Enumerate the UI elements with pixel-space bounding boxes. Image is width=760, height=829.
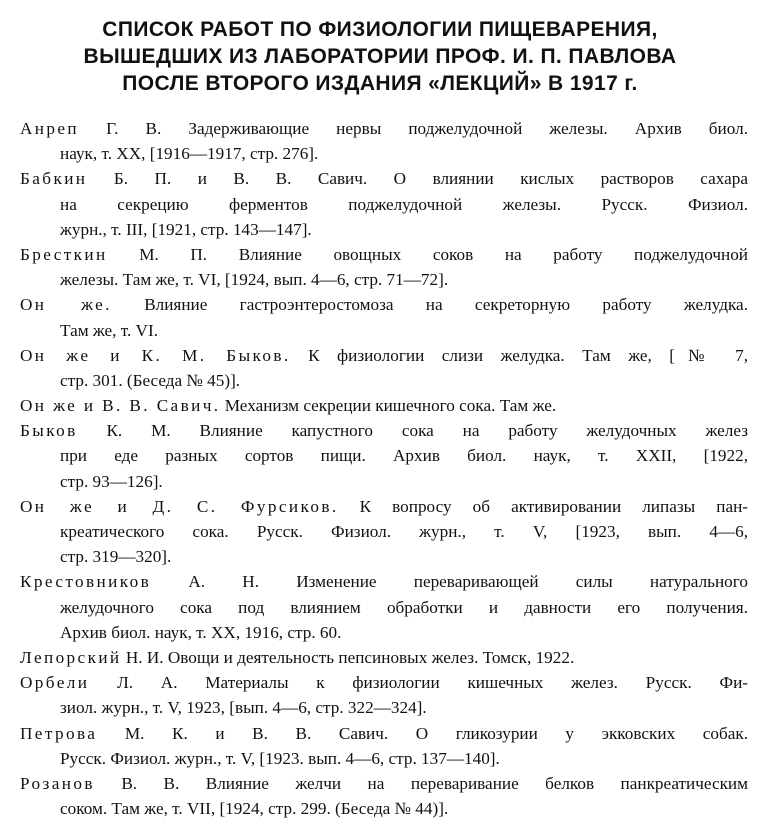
entry-text: К вопросу об активировании липазы пан- bbox=[338, 496, 748, 516]
title-line-3: ПОСЛЕ ВТОРОГО ИЗДАНИЯ «ЛЕКЦИЙ» В 1917 г. bbox=[122, 72, 638, 95]
entry-text: Влияние гастроэнтеростомоза на секреторную работу желудка. bbox=[111, 295, 748, 315]
entry-line: на секрецию ферментов поджелудочной железы. Русск. Физиол. bbox=[60, 194, 748, 214]
entry-line: Архив биол. наук, т. XX, 1916, стр. 60. bbox=[60, 622, 342, 642]
bibliography-entry bbox=[20, 343, 748, 393]
entry-line: креатического сока. Русск. Физиол. журн., т. V, [1923, вып. 4—6, bbox=[60, 522, 748, 541]
entry-author: Он же. bbox=[20, 295, 112, 315]
entry-text: Н. И. Овощи и деятельность пепсиновых желез. Томск, 1922. bbox=[121, 647, 575, 667]
entry-text: К. М. Влияние капустного сока на работу желудочных желез bbox=[77, 421, 748, 441]
entry-line bbox=[20, 569, 748, 594]
entry-line bbox=[20, 116, 748, 141]
bibliography-entry bbox=[20, 670, 748, 720]
entry-line bbox=[20, 292, 748, 317]
entry-author: Он же и Д. С. Фурсиков. bbox=[20, 496, 339, 516]
entry-line: железы. Там же, т. VI, [1924, вып. 4—6, стр. 71—72]. bbox=[60, 270, 449, 290]
entry-text: К физиологии слизи желудка. Там же, [№ 7, bbox=[290, 345, 749, 365]
entry-text: В. В. Влияние желчи на переваривание белков панкреатическим bbox=[94, 773, 748, 793]
entry-line bbox=[20, 393, 748, 418]
entry-line: зиол. журн., т. V, 1923, [вып. 4—6, стр. 322—324]. bbox=[60, 698, 427, 718]
bibliography-entry bbox=[20, 721, 748, 771]
entry-text: Механизм секреции кишечного сока. Там же. bbox=[220, 396, 557, 416]
entry-line: соком. Там же, т. VII, [1924, стр. 299. (Беседа № 44)]. bbox=[60, 799, 449, 819]
entry-line bbox=[20, 418, 748, 443]
entry-line bbox=[20, 670, 748, 695]
entry-line: журн., т. III, [1921, стр. 143—147]. bbox=[60, 219, 312, 239]
entry-text: Г. В. Задерживающие нервы поджелудочной железы. Архив биол. bbox=[79, 119, 748, 138]
bibliography-entry bbox=[20, 418, 748, 494]
entry-author: Лепорский bbox=[20, 647, 122, 667]
bibliography-entry bbox=[20, 494, 748, 570]
entry-line bbox=[20, 494, 748, 519]
entry-line: стр. 319—320]. bbox=[60, 547, 172, 567]
entry-text: М. П. Влияние овощных соков на работу поджелудочной bbox=[107, 244, 748, 264]
bibliography-entry bbox=[20, 242, 748, 292]
entry-text: А. Н. Изменение переваривающей силы натурального bbox=[151, 572, 748, 592]
entry-line bbox=[20, 645, 748, 670]
entry-author: Розанов bbox=[20, 773, 95, 793]
bibliography-entry bbox=[20, 166, 748, 242]
entry-line: Там же, т. VI. bbox=[60, 320, 158, 340]
bibliography-entry bbox=[20, 645, 748, 670]
bibliography-entry bbox=[20, 771, 748, 821]
bibliography-entry bbox=[20, 393, 748, 418]
entry-author: Бабкин bbox=[20, 169, 88, 189]
bibliography-entry bbox=[20, 569, 748, 645]
entry-line bbox=[20, 343, 748, 368]
entry-author: Петрова bbox=[20, 723, 98, 743]
entry-author: Орбели bbox=[20, 673, 90, 693]
entry-author: Бресткин bbox=[20, 244, 108, 264]
entry-text: М. К. и В. В. Савич. О гликозурии у экковских собак. bbox=[97, 723, 748, 743]
entry-author: Крестовников bbox=[20, 572, 152, 592]
bibliography-entry bbox=[20, 116, 748, 166]
entry-line bbox=[20, 771, 748, 796]
title-line-2: ВЫШЕДШИХ ИЗ ЛАБОРАТОРИИ ПРОФ. И. П. ПАВЛОВА bbox=[83, 45, 677, 68]
bibliography-entry bbox=[20, 292, 748, 342]
entry-line: стр. 301. (Беседа № 45)]. bbox=[60, 370, 241, 390]
entry-text: Л. А. Материалы к физиологии кишечных желез. Русск. Фи- bbox=[89, 673, 748, 693]
entry-line: наук, т. XX, [1916—1917, стр. 276]. bbox=[60, 144, 319, 164]
entry-author: Быков bbox=[20, 421, 78, 441]
title-line-1: СПИСОК РАБОТ ПО ФИЗИОЛОГИИ ПИЩЕВАРЕНИЯ, bbox=[102, 18, 658, 41]
entry-line bbox=[20, 242, 748, 267]
entry-text: Б. П. и В. В. Савич. О влиянии кислых растворов сахара bbox=[87, 169, 748, 189]
page-title bbox=[0, 16, 760, 97]
entry-line: желудочного сока под влиянием обработки и давности его получения. bbox=[60, 597, 748, 617]
entry-author: Он же и К. М. Быков. bbox=[20, 345, 291, 365]
entry-line bbox=[20, 166, 748, 191]
bibliography-list bbox=[20, 116, 748, 821]
entry-author: Он же и В. В. Савич. bbox=[20, 396, 221, 416]
entry-line: при еде разных сортов пищи. Архив биол. наук, т. XXII, [1922, bbox=[60, 446, 748, 466]
entry-line bbox=[20, 721, 748, 746]
entry-line: стр. 93—126]. bbox=[60, 471, 163, 491]
entry-author: Анреп bbox=[20, 119, 80, 138]
entry-line: Русск. Физиол. журн., т. V, [1923. вып. 4—6, стр. 137—140]. bbox=[60, 748, 500, 768]
